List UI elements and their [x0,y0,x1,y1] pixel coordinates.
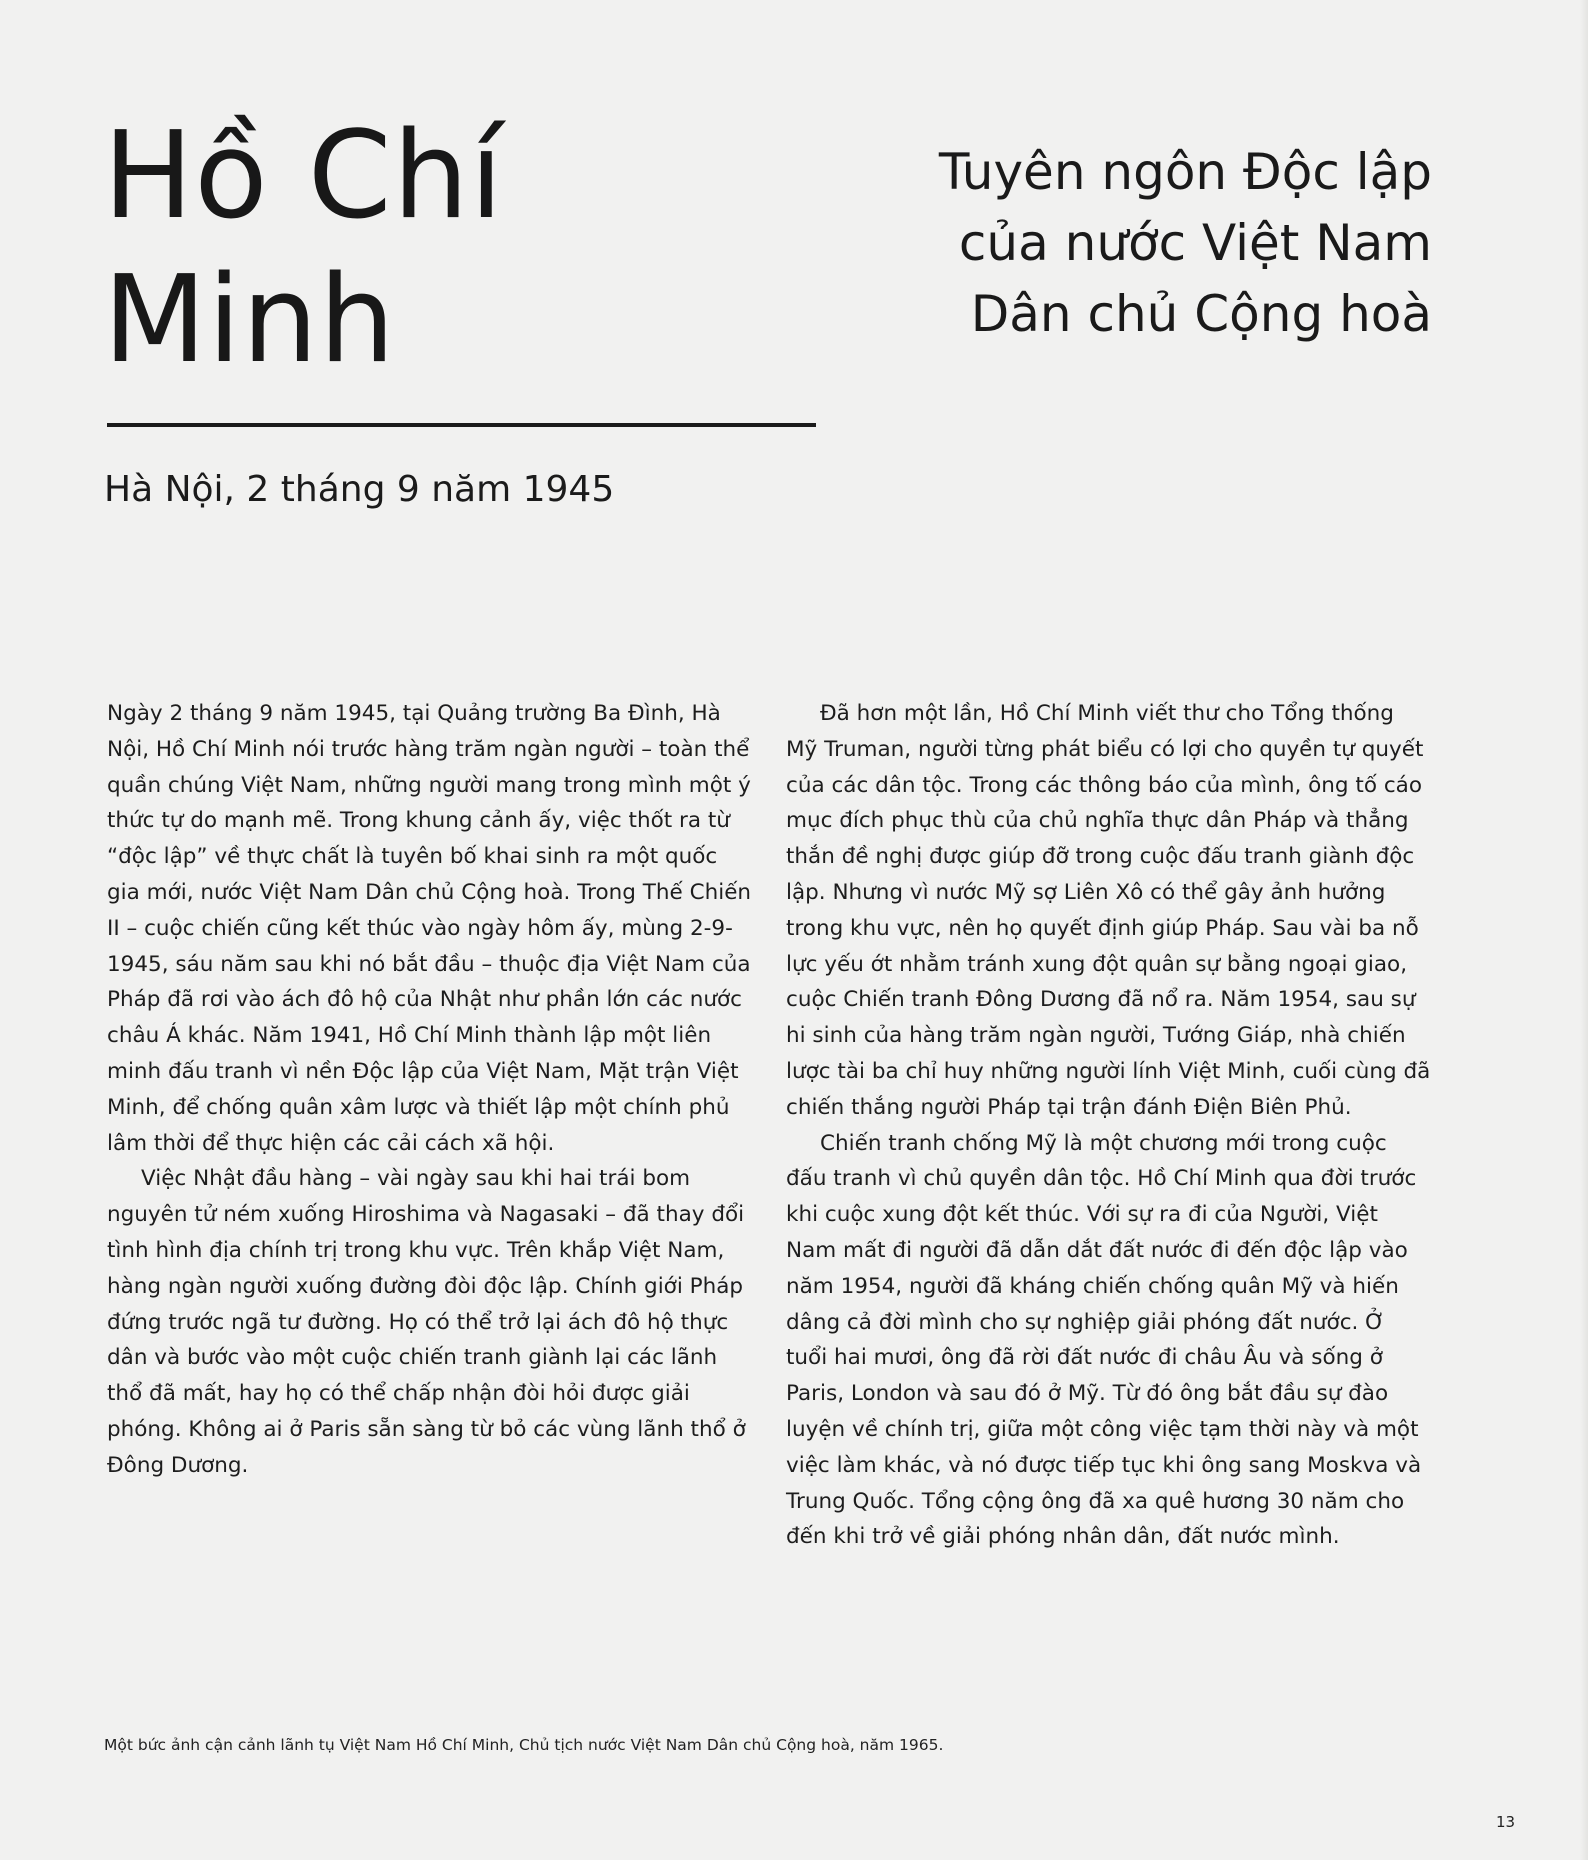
left-column [107,696,753,1555]
page-edge [1580,0,1588,1860]
right-column [786,696,1432,1555]
page-number: 13 [1496,1813,1516,1831]
body-paragraph: Đã hơn một lần, Hồ Chí Minh viết thư cho Tổng thống Mỹ Truman, người từng phát biểu có lợi cho quyền tự quyết của các dân tộc. Trong các thông báo của mình, ông tố cáo mục đích phục thù của chủ nghĩa thực dân Pháp và thẳng thắn đề nghị được giúp đỡ trong cuộc đấu tranh giành độc lập. Nhưng vì nước Mỹ sợ Liên Xô có thể gây ảnh hưởng trong khu vực, nên họ quyết định giúp Pháp. Sau vài ba nỗ lực yếu ớt nhằm tránh xung đột quân sự bằng ngoại giao, cuộc Chiến tranh Đông Dương đã nổ ra. Năm 1954, sau sự hi sinh của hàng trăm ngàn người, Tướng Giáp, nhà chiến lược tài ba chỉ huy những người lính Việt Minh, cuối cùng đã chiến thắng người Pháp tại trận đánh Điện Biên Phủ. [786,701,1431,1120]
body-paragraph: Việc Nhật đầu hàng – vài ngày sau khi hai trái bom nguyên tử ném xuống Hiroshima và Nagasaki – đã thay đổi tình hình địa chính trị trong khu vực. Trên khắp Việt Nam, hàng ngàn người xuống đường đòi độc lập. Chính giới Pháp đứng trước ngã tư đường. Họ có thể trở lại ách đô hộ thực dân và bước vào một cuộc chiến tranh giành lại các lãnh thổ đã mất, hay họ có thể chấp nhận đòi hỏi được giải phóng. Không ai ở Paris sẵn sàng từ bỏ các vùng lãnh thổ ở Đông Dương. [107,1166,746,1478]
document-title-line-2: của nước Việt Nam [958,214,1432,272]
body-paragraph: Chiến tranh chống Mỹ là một chương mới trong cuộc đấu tranh vì chủ quyền dân tộc. Hồ Chí Minh qua đời trước khi cuộc xung đột kết thúc. Với sự ra đi của Người, Việt Nam mất đi người đã dẫn dắt đất nước đi đến độc lập vào năm 1954, người đã kháng chiến chống quân Mỹ và hiến dâng cả đời mình cho sự nghiệp giải phóng đất nước. Ở tuổi hai mươi, ông đã rời đất nước đi châu Âu và sống ở Paris, London và sau đó ở Mỹ. Từ đó ông bắt đầu sự đào luyện về chính trị, giữa một công việc tạm thời này và một việc làm khác, và nó được tiếp tục khi ông sang Moskva và Trung Quốc. Tổng cộng ông đã xa quê hương 30 năm cho đến khi trở về giải phóng nhân dân, đất nước mình. [786,1130,1422,1550]
document-title [812,137,1432,350]
photo-caption: Một bức ảnh cận cảnh lãnh tụ Việt Nam Hồ Chí Minh, Chủ tịch nước Việt Nam Dân chủ Cộng hoà, năm 1965. [104,1736,944,1754]
body-paragraph: Ngày 2 tháng 9 năm 1945, tại Quảng trường Ba Đình, Hà Nội, Hồ Chí Minh nói trước hàng trăm ngàn người – toàn thể quần chúng Việt Nam, những người mang trong mình một ý thức tự do mạnh mẽ. Trong khung cảnh ấy, việc thốt ra từ “độc lập” về thực chất là tuyên bố khai sinh ra một quốc gia mới, nước Việt Nam Dân chủ Cộng hoà. Trong Thế Chiến II – cuộc chiến cũng kết thúc vào ngày hôm ấy, mùng 2-9-1945, sáu năm sau khi nó bắt đầu – thuộc địa Việt Nam của Pháp đã rơi vào ách đô hộ của Nhật như phần lớn các nước châu Á khác. Năm 1941, Hồ Chí Minh thành lập một liên minh đấu tranh vì nền Độc lập của Việt Nam, Mặt trận Việt Minh, để chống quân xâm lược và thiết lập một chính phủ lâm thời để thực hiện các cải cách xã hội. [107,701,752,1156]
title-divider [107,423,816,427]
document-title-line-1: Tuyên ngôn Độc lập [938,143,1432,201]
dateline: Hà Nội, 2 tháng 9 năm 1945 [104,469,615,510]
document-title-line-3: Dân chủ Cộng hoà [970,285,1432,343]
author-name [103,105,703,393]
author-name-line-2: Minh [103,251,396,390]
body-columns [107,696,1432,1555]
author-name-line-1: Hồ Chí [103,107,504,246]
